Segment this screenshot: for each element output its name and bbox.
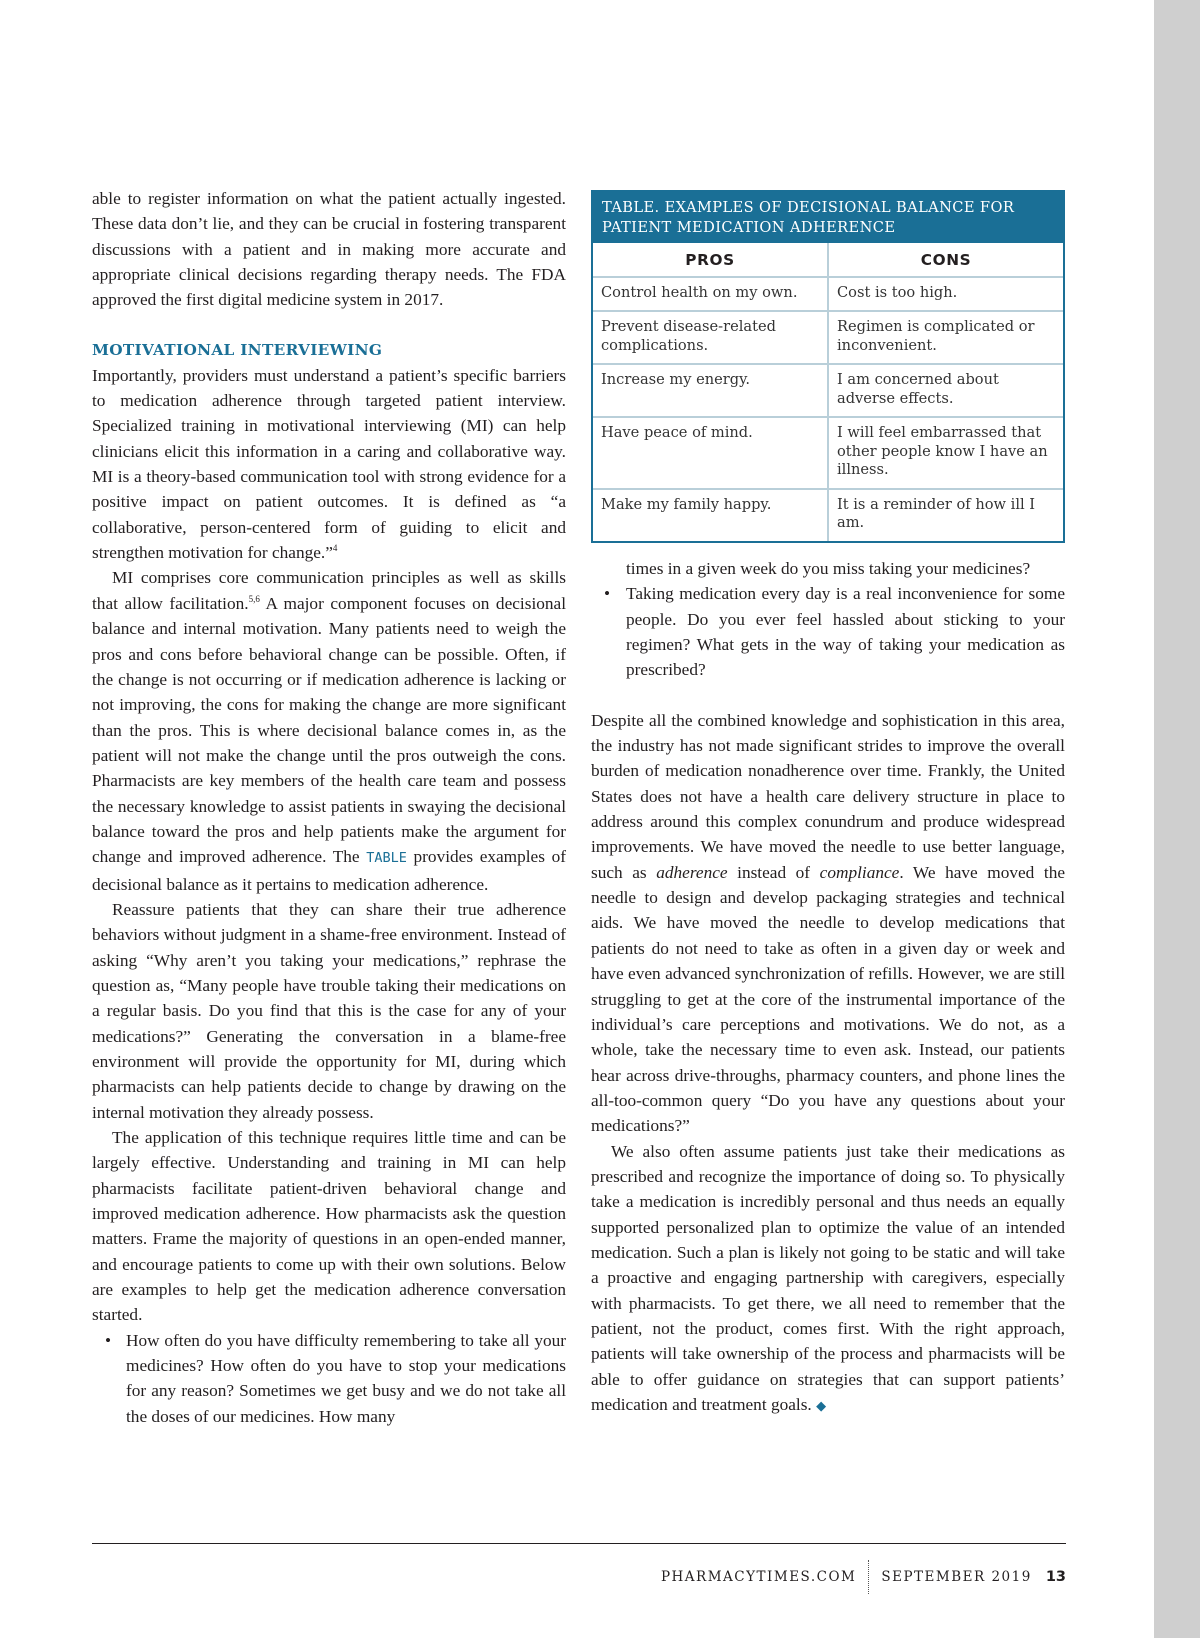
- table-row: [593, 489, 1063, 541]
- footer-site: PHARMACYTIMES.COM: [660, 1569, 857, 1585]
- pro-cell: Have peace of mind.: [593, 417, 828, 489]
- emphasis-term: compliance: [819, 862, 900, 882]
- con-cell: It is a reminder of how ill I am.: [837, 495, 1036, 531]
- paragraph: Importantly, providers must understand a patient’s specific barriers to medication adherence through targeted patient interview. Specialized training in motivational interviewing (MI) can help clinicians elicit this information in a caring and collaborative way. MI is a theory-based communication tool with strong evidence for a positive impact on patient outcomes. It is defined as “a collaborative, person-centered form of guiding to elicit and strengthen motivation for change.”$^4$: [92, 365, 566, 563]
- paragraph: Despite all the combined knowledge and sophistication in this area, the industry has not made significant strides to improve the overall burden of medication nonadherence over time. Frankly, the United States does not have a health care delivery structure in place to address around this complex conundrum and produce widespread improvements. We have moved the needle to use better language, such as adherence instead of compliance. We have moved the needle to design and develop packaging strategies and technical aids. We have moved the needle to develop medications that patients do not need to take as often in a given day or week and have even advanced synchronization of refills. However, we are still struggling to get at the core of the instrumental importance of the individual’s care perceptions and motivations. We do not, as a whole, take the necessary time to even ask. Instead, our patients hear across drive-throughs, pharmacy counters, and phone lines the all-too-common query “Do you have any questions about your medications?”: [591, 710, 1066, 1136]
- list-item: • Taking medication every day is a real inconvenience for some people. Do you ever feel hassled about sticking to your regimen? What gets in the way of taking your medication as prescribed?: [591, 581, 1065, 682]
- footer-separator: [868, 1560, 869, 1594]
- bullet-icon: •: [604, 584, 611, 604]
- paragraph: The application of this technique requires little time and can be largely effective. Understanding and training in MI can help pharmacists facilitate patient-driven behavioral change and improved medication adherence. How pharmacists ask the question matters. Frame the majority of questions in an open-ended manner, and encourage patients to come up with their own solutions. Below are examples to help get the medication adherence conversation started.: [92, 1128, 566, 1325]
- pro-cell: Increase my energy.: [593, 364, 828, 417]
- pro-cell: Make my family happy.: [593, 489, 828, 541]
- pro-cell: Control health on my own.: [593, 277, 828, 312]
- emphasis-term: adherence: [656, 862, 728, 882]
- con-cell: I am concerned about adverse effects.: [828, 364, 1063, 417]
- con-cell: Cost is too high.: [828, 277, 1063, 312]
- right-column: [591, 556, 1065, 1418]
- page-number: 13: [1045, 1569, 1066, 1585]
- column-header-cons: CONS: [828, 243, 1063, 277]
- table-grid: [593, 243, 1063, 541]
- page-edge-strip: [1154, 0, 1200, 1638]
- footer-divider: [92, 1543, 1066, 1544]
- paragraph: able to register information on what the patient actually ingested. These data don’t lie, and they can be crucial in fostering transparent discussions with a patient and in making more accurate and appropriate clinical decisions regarding therapy needs. The FDA approved the first digital medicine system in 2017.: [92, 189, 566, 310]
- page-footer: [661, 1560, 1066, 1594]
- table-row: [593, 277, 1063, 312]
- table-title: TABLE. EXAMPLES OF DECISIONAL BALANCE FOR PATIENT MEDICATION ADHERENCE: [593, 192, 1063, 243]
- table-row: [593, 364, 1063, 417]
- table-reference-link[interactable]: TABLE: [366, 850, 407, 867]
- pro-cell: Prevent disease-related complications.: [593, 311, 828, 364]
- list-item-continued: times in a given week do you miss taking your medicines?: [626, 559, 1031, 578]
- decisional-balance-table: [591, 190, 1065, 543]
- bullet-list: [92, 1328, 566, 1429]
- table-header-row: [593, 243, 1063, 277]
- bullet-list: [591, 556, 1065, 683]
- reference-superscript: 5,6: [248, 594, 260, 605]
- table-row: [593, 417, 1063, 489]
- con-cell: Regimen is complicated or inconvenient.: [828, 311, 1063, 364]
- reference-superscript: 4: [332, 543, 338, 554]
- column-header-pros: PROS: [593, 243, 828, 277]
- list-item: • How often do you have difficulty remembering to take all your medicines? How often do you have to stop your medications for any reason? Sometimes we get busy and we do not take all the doses of our medicines. How many: [92, 1328, 566, 1429]
- con-cell: I will feel embarrassed that other people know I have an illness.: [828, 417, 1063, 489]
- footer-issue: SEPTEMBER 2019: [881, 1569, 1032, 1585]
- end-of-article-icon: ◆: [816, 1398, 827, 1413]
- section-heading: MOTIVATIONAL INTERVIEWING: [92, 340, 383, 359]
- paragraph: Reassure patients that they can share their true adherence behaviors without judgment in a shame-free environment. Instead of asking “Why aren’t you taking your medications,” rephrase the question as, “Many people have trouble taking their medications on a regular basis. Do you find that this is the case for any of your medications?” Generating the conversation in a blame-free environment will provide the opportunity for MI, during which pharmacists can help patients decide to change by drawing on the internal motivation they already possess.: [92, 899, 566, 1122]
- left-column: [92, 186, 566, 1429]
- bullet-icon: •: [105, 1330, 112, 1350]
- paragraph: We also often assume patients just take their medications as prescribed and recognize the importance of doing so. To physically take a medication is incredibly personal and thus needs an equally supported personalized plan to optimize the value of an intended medication. Such a plan is likely not going to be static and will take a proactive and engaging partnership with caregivers, especially with pharmacists. To get there, we all need to remember that the patient, not the product, comes first. With the right approach, patients will take ownership of the process and pharmacists will be able to offer guidance on strategies that can support patients’ medication and treatment goals. ◆: [591, 1141, 1065, 1414]
- table-row: [593, 311, 1063, 364]
- paragraph: MI comprises core communication principles as well as skills that allow facilitation.$^{5,6}$ A major component focuses on decisional balance and internal motivation. Many patients need to weigh the pros and cons before behavioral change can be possible. Often, if the change is not occurring or if medication adherence is lacking or not improving, the cons for making the change are more significant than the pros. This is where decisional balance comes in, as the patient will not make the change until the pros outweigh the cons. Pharmacists are key members of the health care team and possess the necessary knowledge to assist patients in swaying the decisional balance toward the pros and help patients make the argument for change and improved adherence. The TABLE provides examples of decisional balance as it pertains to medication adherence.: [92, 568, 566, 894]
